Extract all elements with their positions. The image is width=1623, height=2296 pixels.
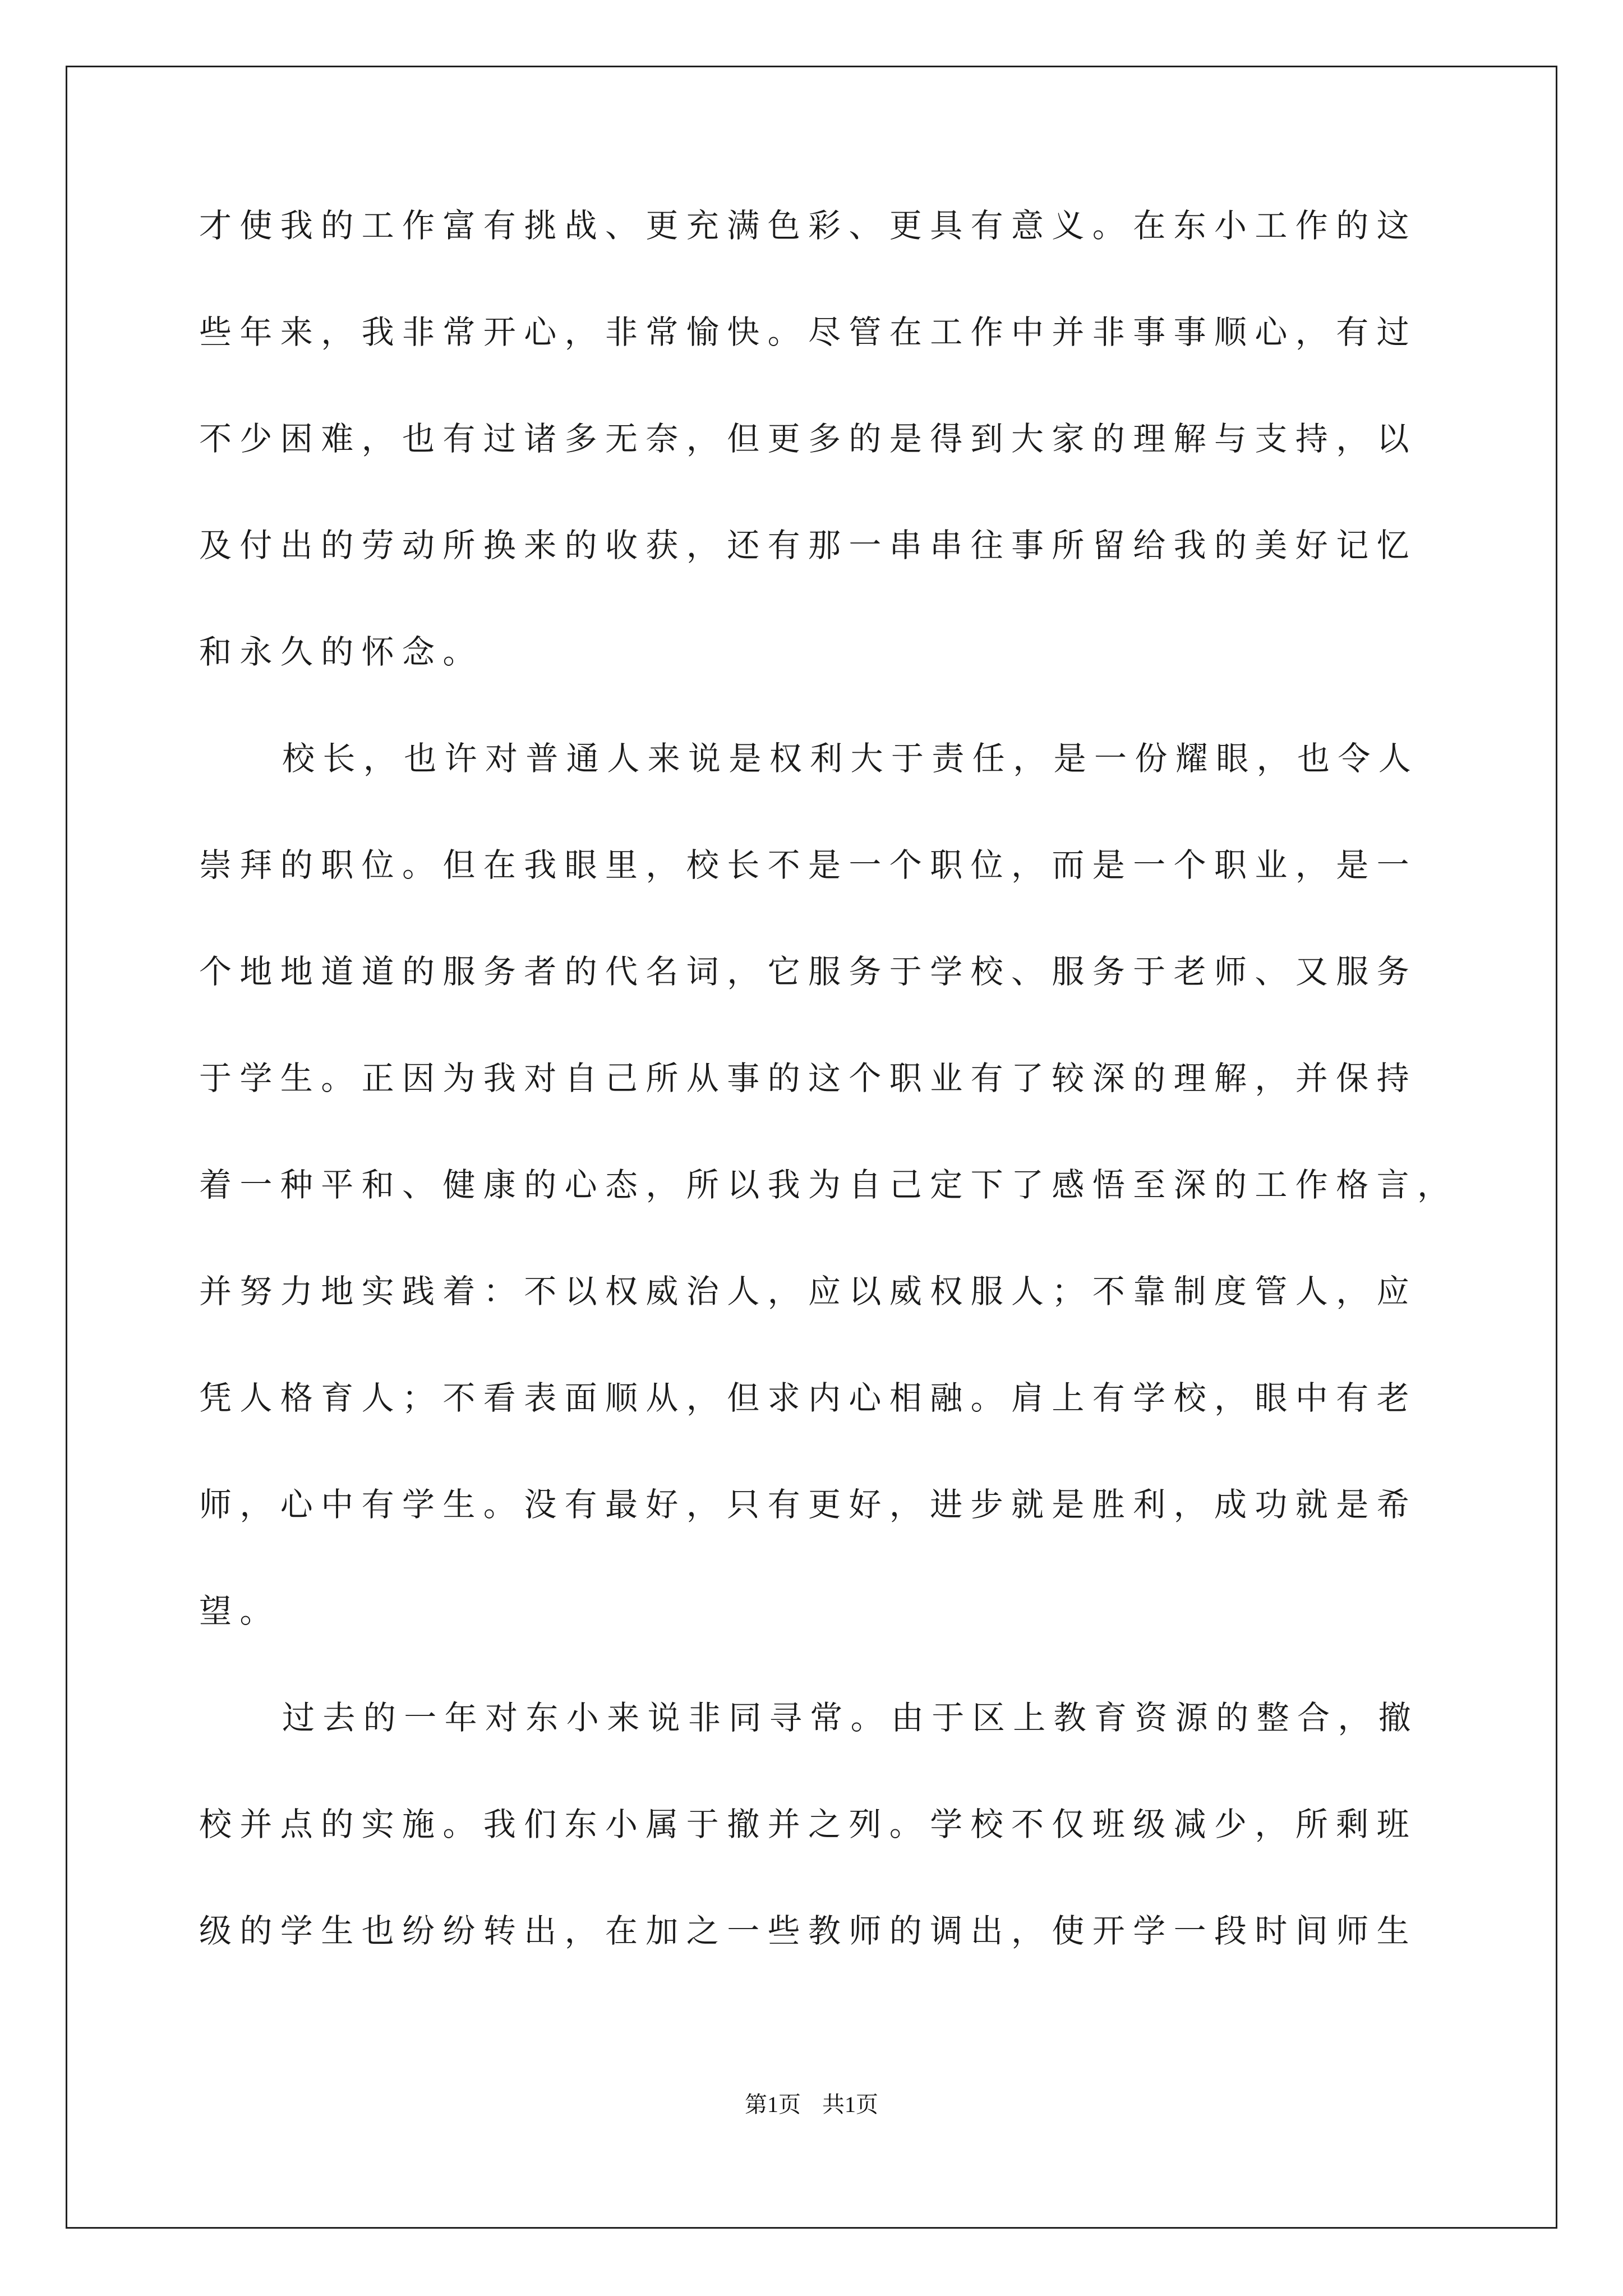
page-total: 共1页 bbox=[822, 2092, 878, 2117]
text-line: 才使我的工作富有挑战、更充满色彩、更具有意义。在东小工作的这 bbox=[199, 206, 1418, 245]
text-line: 崇拜的职位。但在我眼里，校长不是一个职位，而是一个职业，是一 bbox=[199, 846, 1418, 884]
document-body bbox=[199, 206, 1458, 2019]
page-number: 第1页 bbox=[745, 2092, 801, 2117]
text-line: 师，心中有学生。没有最好，只有更好，进步就是胜利，成功就是希 bbox=[199, 1485, 1418, 1524]
text-line: 及付出的劳动所换来的收获，还有那一串串往事所留给我的美好记忆 bbox=[199, 526, 1418, 564]
text-line: 于学生。正因为我对自己所从事的这个职业有了较深的理解，并保持 bbox=[199, 1059, 1418, 1097]
text-line: 望。 bbox=[199, 1592, 280, 1630]
text-line: 并努力地实践着：不以权威治人，应以威权服人；不靠制度管人，应 bbox=[199, 1272, 1418, 1310]
text-line: 和永久的怀念。 bbox=[199, 633, 483, 671]
text-line: 着一种平和、健康的心态，所以我为自己定下了感悟至深的工作格言， bbox=[199, 1166, 1458, 1204]
text-line: 凭人格育人；不看表面顺从，但求内心相融。肩上有学校，眼中有老 bbox=[199, 1379, 1418, 1417]
text-line: 些年来，我非常开心，非常愉快。尽管在工作中并非事事顺心，有过 bbox=[199, 313, 1418, 351]
text-line: 个地地道道的服务者的代名词，它服务于学校、服务于老师、又服务 bbox=[199, 953, 1418, 991]
text-line: 校并点的实施。我们东小属于撤并之列。学校不仅班级减少，所剩班 bbox=[199, 1805, 1418, 1843]
text-line: 校长，也许对普通人来说是权利大于责任，是一份耀眼，也令人 bbox=[282, 739, 1419, 777]
page-footer bbox=[0, 2091, 1623, 2118]
text-line: 不少困难，也有过诸多无奈，但更多的是得到大家的理解与支持，以 bbox=[199, 420, 1418, 458]
text-line: 级的学生也纷纷转出，在加之一些教师的调出，使开学一段时间师生 bbox=[199, 1912, 1418, 1950]
text-line: 过去的一年对东小来说非同寻常。由于区上教育资源的整合，撤 bbox=[282, 1699, 1419, 1737]
